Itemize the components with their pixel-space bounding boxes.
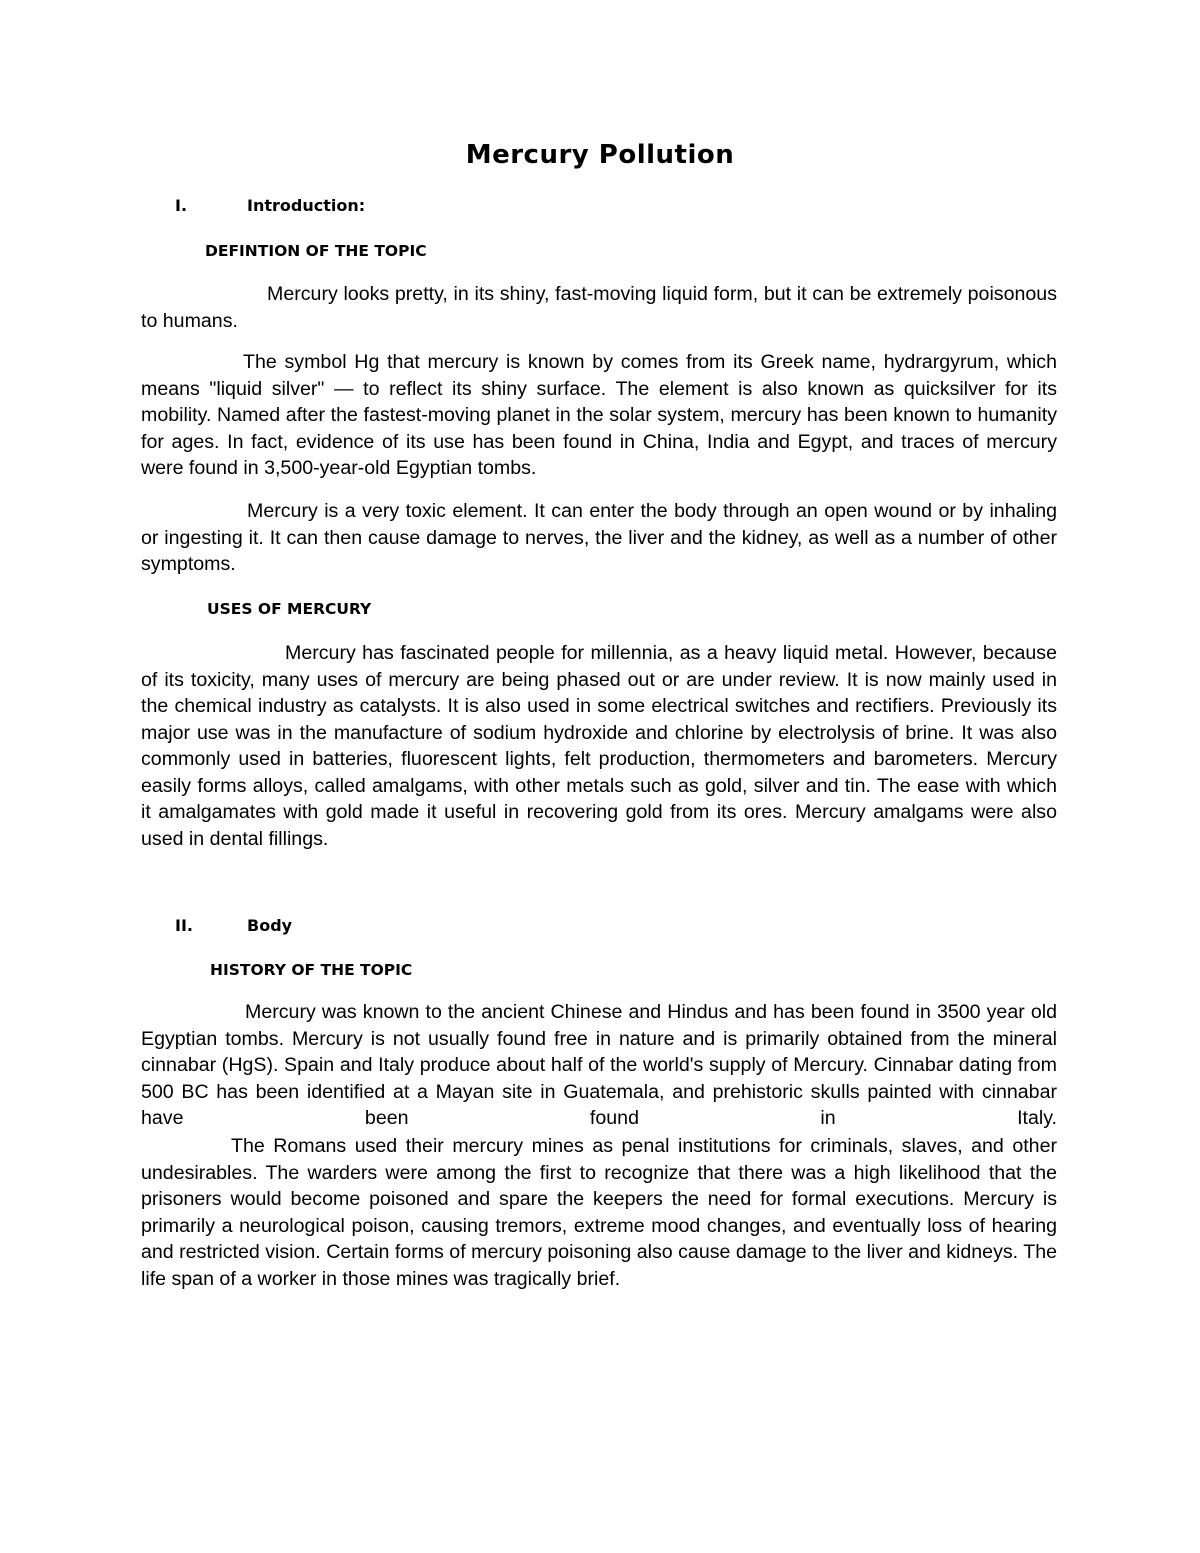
section-number: I. bbox=[175, 196, 188, 215]
paragraph: Mercury has fascinated people for millennia, as a heavy liquid metal. However, because of its toxicity, many uses of mercury are being phased out or are under review. It is now mainly used in the chemical industry as catalysts. It is also used in some electrical switches and rectifiers. Previously its major use was in the manufacture of sodium hydroxide and chlorine by electrolysis of brine. It was also commonly used in batteries, fluorescent lights, felt production, thermometers and barometers. Mercury easily forms alloys, called amalgams, with other metals such as gold, silver and tin. The ease with which it amalgamates with gold made it useful in recovering gold from its ores. Mercury amalgams were also used in dental fillings. bbox=[141, 642, 1057, 850]
section-label: Body bbox=[247, 916, 293, 935]
section-number: II. bbox=[175, 916, 193, 935]
paragraph: Mercury looks pretty, in its shiny, fast-moving liquid form, but it can be extremely poisonous to humans. bbox=[141, 283, 1057, 332]
paragraph: Mercury is a very toxic element. It can enter the body through an open wound or by inhaling or ingesting it. It can then cause damage to nerves, the liver and the kidney, as well as a number of other symptoms. bbox=[141, 500, 1057, 575]
subheading-definition: DEFINTION OF THE TOPIC bbox=[205, 242, 427, 260]
subheading-history: HISTORY OF THE TOPIC bbox=[210, 961, 413, 979]
subheading-uses: USES OF MERCURY bbox=[207, 600, 372, 618]
document-title: Mercury Pollution bbox=[465, 140, 735, 170]
paragraph: The symbol Hg that mercury is known by comes from its Greek name, hydrargyrum, which means "liquid silver" — to reflect its shiny surface. The element is also known as quicksilver for its mobility. Named after the fastest-moving planet in the solar system, mercury has been known to humanity for ages. In fact, evidence of its use has been found in China, India and Egypt, and traces of mercury were found in 3,500-year-old Egyptian tombs. bbox=[141, 351, 1057, 479]
paragraph: The Romans used their mercury mines as penal institutions for criminals, slaves, and other undesirables. The warders were among the first to recognize that there was a high likelihood that the prisoners would become poisoned and spare the keepers the need for formal executions. Mercury is primarily a neurological poison, causing tremors, extreme mood changes, and eventually loss of hearing and restricted vision. Certain forms of mercury poisoning also cause damage to the liver and kidneys. The life span of a worker in those mines was tragically brief. bbox=[141, 1135, 1057, 1290]
section-label: Introduction: bbox=[247, 196, 366, 215]
paragraph: Mercury was known to the ancient Chinese and Hindus and has been found in 3500 year old Egyptian tombs. Mercury is not usually found free in nature and is primarily obtained from the mineral cinnabar (HgS). Spain and Italy produce about half of the world's supply of Mercury. Cinnabar dating from 500 BC has been identified at a Mayan site in Guatemala, and prehistoric skulls painted with cinnabar have been found in Italy. bbox=[141, 1001, 1057, 1129]
